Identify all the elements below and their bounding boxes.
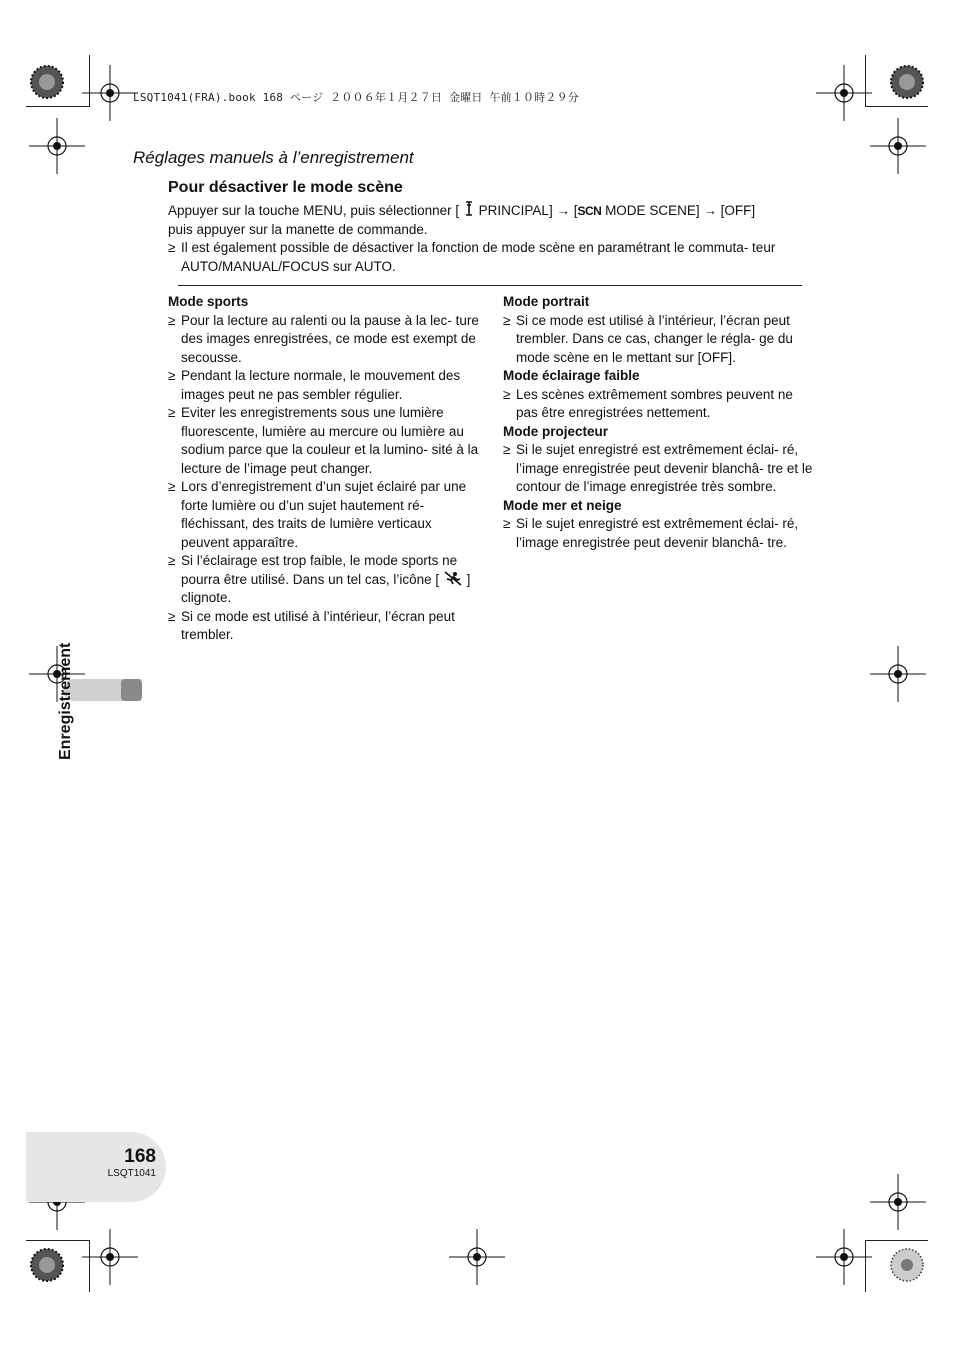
list-item: ≥ Pendant la lecture normale, le mouvement des images peut ne pas sembler régulier.: [168, 368, 461, 402]
running-head: Réglages manuels à l’enregistrement: [133, 148, 414, 167]
list-item: ≥ Pour la lecture au ralenti ou la pause à la lec- ture des images enregistrées, ce mode est exempt de secousse.: [168, 312, 479, 365]
list-item: ≥ Si l’éclairage est trop faible, le mode sports ne pourra être utilisé. Dans un tel cas, l’icône [ ] clignote.: [168, 553, 471, 605]
list-item: ≥ Si le sujet enregistré est extrêmement éclai- ré, l’image enregistrée peut devenir blanchâ- tre.: [503, 516, 799, 550]
color-rosette-icon: [30, 65, 64, 99]
color-rosette-icon: [30, 1248, 64, 1282]
registration-mark-icon: [82, 1229, 138, 1285]
chapter-tab-marker: [121, 679, 142, 701]
registration-mark-icon: [816, 1229, 872, 1285]
page-number: 168: [124, 1146, 156, 1167]
chapter-label: Enregistrement: [57, 642, 74, 760]
scene-mode-icon: SCN: [577, 204, 602, 218]
registration-mark-icon: [870, 118, 926, 174]
section-title: Pour désactiver le mode scène: [168, 179, 403, 196]
subheading: Mode projecteur: [503, 423, 609, 439]
right-column: [503, 293, 815, 552]
subheading: Mode sports: [168, 294, 249, 309]
subheading: Mode portrait: [503, 294, 590, 309]
color-rosette-icon: [890, 65, 924, 99]
registration-mark-icon: [82, 65, 138, 121]
divider: [178, 285, 802, 286]
color-rosette-icon: [890, 1248, 924, 1282]
tape-menu-icon: [463, 201, 475, 217]
left-column: [168, 293, 480, 645]
registration-mark-icon: [816, 65, 872, 121]
instruction-line: Appuyer sur la touche MENU, puis sélectionner [ PRINCIPAL] → [SCN MODE SCENE] → [OFF]: [168, 203, 756, 218]
page-code: LSQT1041: [107, 1168, 156, 1179]
section-intro: [168, 201, 810, 276]
sports-mode-icon: [443, 571, 463, 586]
registration-mark-icon: [870, 1174, 926, 1230]
list-item: ≥ Si ce mode est utilisé à l’intérieur, l’écran peut trembler.: [168, 608, 455, 642]
print-info: LSQT1041(FRA).book 168 ページ ２００６年１月２７日 金曜日 午前１０時２９分: [133, 91, 579, 104]
list-item: ≥ Les scènes extrêmement sombres peuvent ne pas être enregistrées nettement.: [503, 386, 793, 420]
instruction-line: puis appuyer sur la manette de commande.: [168, 221, 428, 237]
registration-mark-icon: [870, 646, 926, 702]
list-item: ≥ Il est également possible de désactiver la fonction de mode scène en paramétrant le commuta- teur AUTO/MANUAL/FOCUS sur AUTO.: [168, 240, 776, 274]
list-item: ≥ Lors d’enregistrement d’un sujet éclairé par une forte lumière ou d’un sujet hautement ré- fléchissant, des traits de lumière verticaux peuvent apparaître.: [168, 479, 467, 550]
list-item: ≥ Si ce mode est utilisé à l’intérieur, l’écran peut trembler. Dans ce cas, changer le régla- ge du mode scène en le mettant sur [OFF].: [503, 312, 793, 365]
list-item: ≥ Eviter les enregistrements sous une lumière fluorescente, lumière au mercure ou lumière au sodium parce que la couleur et la lumino- sité à la lecture de l’image peut changer.: [168, 405, 479, 476]
registration-mark-icon: [29, 118, 85, 174]
list-item: ≥ Si le sujet enregistré est extrêmement éclai- ré, l’image enregistrée peut devenir blanchâ- tre et le contour de l’image enregistrée très sombre.: [503, 442, 813, 494]
registration-mark-icon: [449, 1229, 505, 1285]
subheading: Mode mer et neige: [503, 497, 622, 513]
subheading: Mode éclairage faible: [503, 368, 640, 383]
